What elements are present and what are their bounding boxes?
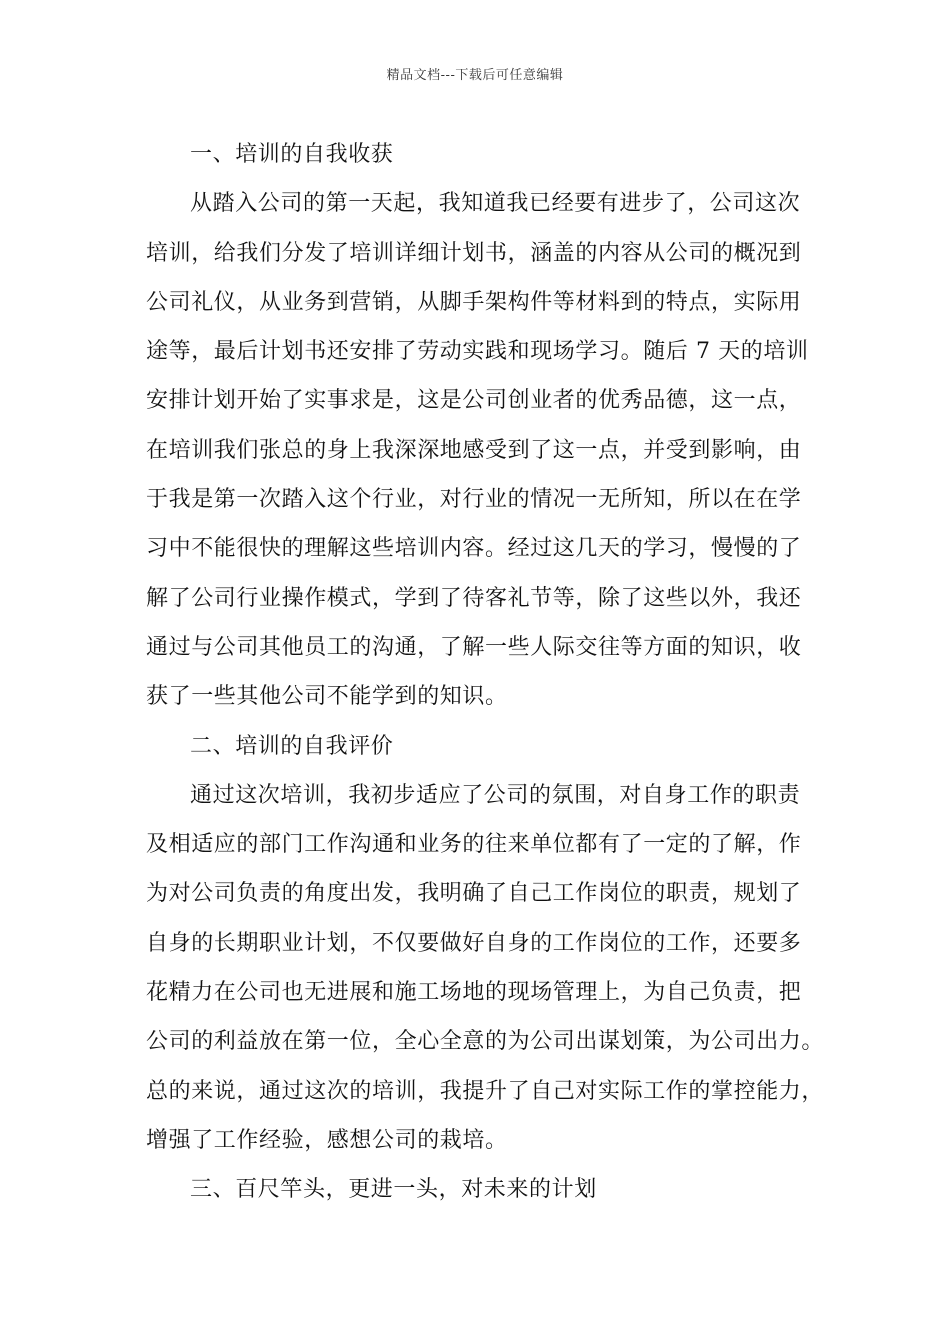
text-line: 习中不能很快的理解这些培训内容。经过这几天的学习，慢慢的了 — [146, 536, 802, 562]
text-line: 及相适应的部门工作沟通和业务的往来单位都有了一定的了解，作 — [146, 832, 802, 858]
text-line: 花精力在公司也无进展和施工场地的现场管理上，为自己负责，把 — [146, 980, 802, 1006]
text-line: 总的来说，通过这次的培训，我提升了自己对实际工作的掌控能力， — [146, 1078, 825, 1104]
text-line: 增强了工作经验，感想公司的栽培。 — [146, 1127, 508, 1153]
text-line: 通过这次培训，我初步适应了公司的氛围，对自身工作的职责 — [190, 782, 801, 808]
text-line: 二、培训的自我评价 — [190, 733, 394, 759]
text-line: 从踏入公司的第一天起，我知道我已经要有进步了，公司这次 — [190, 191, 801, 217]
text-line: 在培训我们张总的身上我深深地感受到了这一点，并受到影响，由 — [146, 437, 802, 463]
text-line: 一、培训的自我收获 — [190, 142, 394, 167]
text-line: 三、百尺竿头，更进一头，对未来的计划 — [190, 1177, 597, 1203]
text-line: 于我是第一次踏入这个行业，对行业的情况一无所知，所以在在学 — [146, 487, 802, 513]
text-line: 公司礼仪，从业务到营销，从脚手架构件等材料到的特点，实际用 — [146, 289, 802, 315]
text-line: 通过与公司其他员工的沟通，了解一些人际交往等方面的知识，收 — [146, 634, 802, 660]
text-line: 自身的长期职业计划，不仅要做好自身的工作岗位的工作，还要多 — [146, 930, 802, 956]
text-line: 途等，最后计划书还安排了劳动实践和现场学习。随后 7 天的培训 — [146, 339, 809, 365]
text-line: 安排计划开始了实事求是，这是公司创业者的优秀品德，这一点， — [146, 388, 802, 414]
text-line: 培训，给我们分发了培训详细计划书，涵盖的内容从公司的概况到 — [146, 240, 802, 266]
page-header: 精品文档---下载后可任意编辑 — [386, 68, 564, 83]
text-line: 为对公司负责的角度出发，我明确了自己工作岗位的职责，规划了 — [146, 881, 802, 907]
text-line: 公司的利益放在第一位，全心全意的为公司出谋划策，为公司出力。 — [146, 1029, 825, 1055]
text-line: 获了一些其他公司不能学到的知识。 — [146, 684, 508, 710]
document-body — [146, 130, 825, 1215]
text-line: 解了公司行业操作模式，学到了待客礼节等，除了这些以外，我还 — [146, 585, 802, 611]
